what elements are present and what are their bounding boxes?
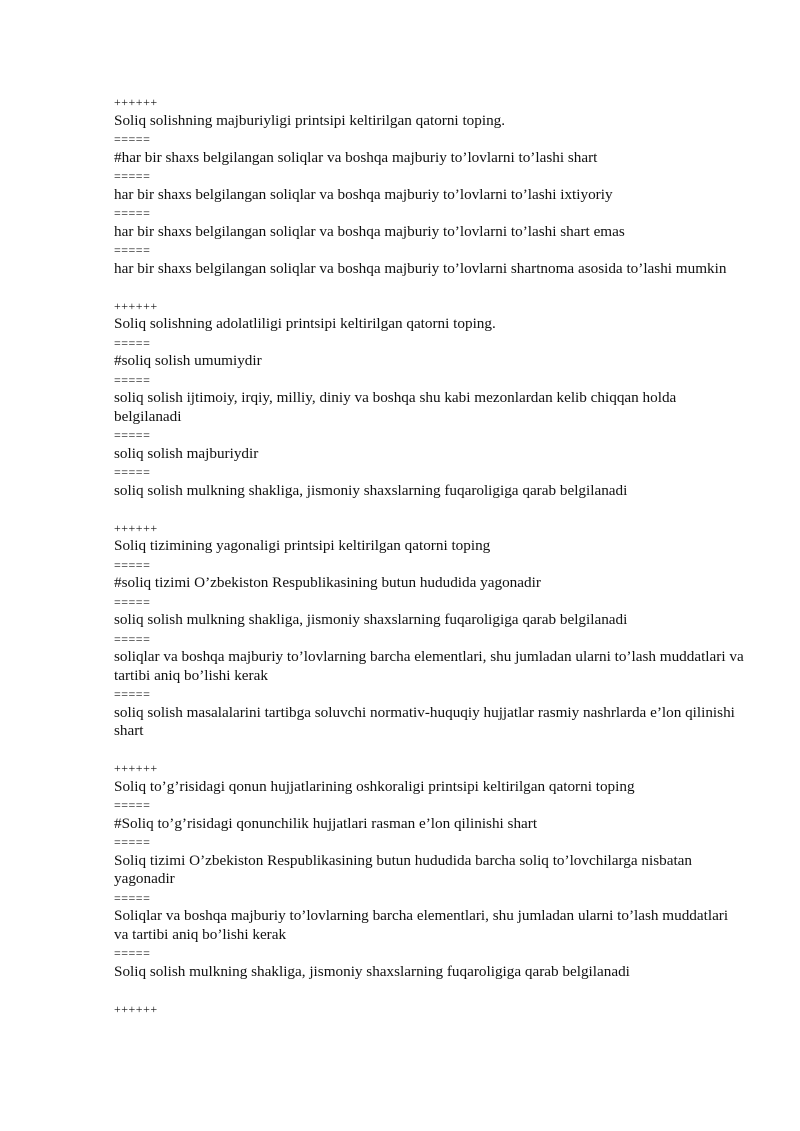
- answer-separator: =====: [114, 594, 151, 609]
- question-block-1: [114, 93, 744, 278]
- answer-option: #soliq solish umumiydir: [114, 352, 262, 369]
- answer-option: #soliq tizimi O’zbekiston Respublikasining butun hududida yagonadir: [114, 574, 541, 591]
- answer-option: Soliq tizimi O’zbekiston Respublikasining butun hududida barcha soliq to’lovchilarga nisbatan yagonadir: [114, 851, 693, 887]
- question-text: Soliq to’g’risidagi qonun hujjatlarining oshkoraligi printsipi keltirilgan qatorni toping: [114, 777, 635, 795]
- answer-option: soliq solish masalalarini tartibga soluvchi normativ-huquqiy hujjatlar rasmiy nashrlarda e’lon qilinishi shart: [114, 703, 735, 739]
- final-marker: ++++++: [114, 1001, 158, 1016]
- answer-separator: =====: [114, 335, 151, 350]
- answer-option: soliq solish mulkning shakliga, jismoniy shaxslarning fuqaroligiga qarab belgilanadi: [114, 481, 628, 499]
- question-marker: ++++++: [114, 761, 158, 775]
- answer-separator: =====: [114, 243, 151, 257]
- answer-separator: =====: [114, 206, 151, 220]
- answer-separator: =====: [114, 465, 151, 479]
- answer-separator: =====: [114, 372, 151, 387]
- question-marker: ++++++: [114, 298, 158, 313]
- answer-separator: =====: [114, 169, 151, 183]
- answer-option: #har bir shaxs belgilangan soliqlar va boshqa majburiy to’lovlarni to’lashi shart: [114, 148, 598, 166]
- question-marker: ++++++: [114, 95, 158, 109]
- answer-option: soliq solish ijtimoiy, irqiy, milliy, diniy va boshqa shu kabi mezonlardan kelib chiqqan holda belgilanadi: [114, 389, 677, 425]
- answer-option: har bir shaxs belgilangan soliqlar va boshqa majburiy to’lovlarni to’lashi shart emas: [114, 222, 625, 240]
- answer-separator: =====: [114, 428, 151, 442]
- question-marker: ++++++: [114, 520, 158, 535]
- question-block-2: [114, 297, 744, 501]
- answer-option: soliq solish mulkning shakliga, jismoniy shaxslarning fuqaroligiga qarab belgilanadi: [114, 611, 628, 628]
- answer-separator: =====: [114, 132, 151, 146]
- answer-option: har bir shaxs belgilangan soliqlar va boshqa majburiy to’lovlarni shartnoma asosida to’lashi mumkin: [114, 259, 727, 277]
- answer-separator: =====: [114, 890, 151, 905]
- answer-separator: =====: [114, 946, 151, 960]
- answer-separator: =====: [114, 835, 151, 849]
- answer-separator: =====: [114, 557, 151, 572]
- answer-separator: =====: [114, 631, 151, 646]
- question-text: Soliq solishning adolatliligi printsipi keltirilgan qatorni toping.: [114, 315, 496, 332]
- document-page: [114, 93, 744, 1018]
- answer-option: Soliq solish mulkning shakliga, jismoniy shaxslarning fuqaroligiga qarab belgilanadi: [114, 962, 630, 980]
- question-text: Soliq tizimining yagonaligi printsipi keltirilgan qatorni toping: [114, 537, 491, 554]
- answer-separator: =====: [114, 687, 151, 701]
- question-block-3: [114, 519, 744, 741]
- answer-option: Soliqlar va boshqa majburiy to’lovlarning barcha elementlari, shu jumladan ularni to’lash muddatlari va tartibi aniq bo’lishi kerak: [114, 907, 729, 943]
- question-block-4: [114, 759, 744, 981]
- answer-option: har bir shaxs belgilangan soliqlar va boshqa majburiy to’lovlarni to’lashi ixtiyoriy: [114, 185, 613, 203]
- answer-option: #Soliq to’g’risidagi qonunchilik hujjatlari rasman e’lon qilinishi shart: [114, 814, 538, 832]
- answer-separator: =====: [114, 798, 151, 812]
- answer-option: soliqlar va boshqa majburiy to’lovlarning barcha elementlari, shu jumladan ularni to’lash muddatlari va tartibi aniq bo’lishi kerak: [114, 648, 744, 684]
- question-text: Soliq solishning majburiyligi printsipi keltirilgan qatorni toping.: [114, 111, 506, 129]
- answer-option: soliq solish majburiydir: [114, 444, 259, 462]
